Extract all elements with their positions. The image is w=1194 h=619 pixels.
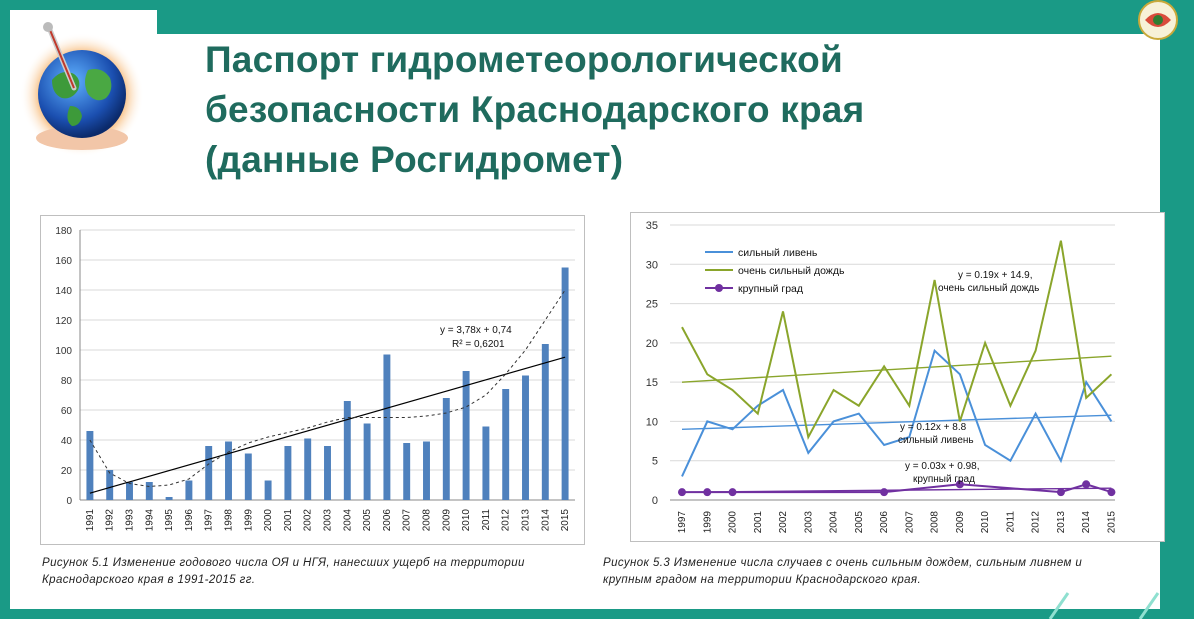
x-tick-label: 2012 xyxy=(1030,511,1042,534)
y-tick-label: 25 xyxy=(645,298,658,311)
hail-point xyxy=(678,488,686,496)
y-tick-label: 120 xyxy=(55,316,72,327)
bar xyxy=(383,355,390,501)
x-tick-label: 2010 xyxy=(980,511,992,534)
bar xyxy=(284,446,291,500)
x-tick-label: 1998 xyxy=(223,509,235,532)
bar xyxy=(324,446,331,500)
hail-point xyxy=(703,488,711,496)
decorative-lines xyxy=(1010,585,1160,619)
y-tick-label: 160 xyxy=(55,256,72,267)
bar xyxy=(482,427,489,501)
logo-box xyxy=(10,10,157,160)
bar xyxy=(106,470,113,500)
x-tick-label: 1994 xyxy=(144,509,156,532)
trend-series-name: крупный град xyxy=(913,474,975,485)
x-tick-label: 2001 xyxy=(282,509,294,532)
chart-2-caption-line-1: Рисунок 5.3 Изменение числа случаев с очень сильным дождем, сильным ливнем и xyxy=(603,557,1083,569)
x-tick-label: 2001 xyxy=(752,511,764,534)
bar xyxy=(403,443,410,500)
x-tick-label: 2006 xyxy=(381,509,393,532)
title-line-3: (данные Росгидромет) xyxy=(205,139,624,180)
y-tick-label: 30 xyxy=(645,259,658,272)
y-tick-label: 10 xyxy=(645,416,658,429)
y-tick-label: 20 xyxy=(645,337,658,350)
chart-1-caption xyxy=(42,555,602,589)
y-tick-label: 40 xyxy=(60,436,72,447)
x-tick-label: 2002 xyxy=(302,509,314,532)
trend-equation: y = 0.03x + 0.98, xyxy=(905,461,980,472)
top-band xyxy=(0,0,1194,34)
right-strip xyxy=(1160,34,1194,619)
x-tick-label: 2013 xyxy=(1055,511,1067,534)
x-tick-label: 1992 xyxy=(104,509,116,532)
bar xyxy=(166,497,173,500)
bar xyxy=(364,424,371,501)
x-tick-label: 2004 xyxy=(342,509,354,532)
trend-equation: y = 3,78x + 0,74 xyxy=(440,325,512,336)
x-tick-label: 2008 xyxy=(929,511,941,534)
bar xyxy=(225,442,232,501)
y-tick-label: 100 xyxy=(55,346,72,357)
x-tick-label: 2013 xyxy=(520,509,532,532)
x-tick-label: 2009 xyxy=(954,511,966,534)
x-tick-label: 1995 xyxy=(164,509,176,532)
trend-equation: y = 0.12x + 8.8 xyxy=(900,422,967,433)
bar xyxy=(126,482,133,500)
emblem-icon xyxy=(1131,0,1185,46)
y-tick-label: 180 xyxy=(55,226,72,237)
y-tick-label: 15 xyxy=(645,377,658,390)
x-tick-label: 2014 xyxy=(1081,511,1093,534)
hail-point xyxy=(1057,488,1065,496)
x-tick-label: 2015 xyxy=(1106,511,1118,534)
x-tick-label: 2000 xyxy=(727,511,739,534)
x-tick-label: 2003 xyxy=(322,509,334,532)
bar-chart xyxy=(40,215,585,545)
chart-2-caption-line-2: крупным градом на территории Краснодарского края. xyxy=(603,574,922,586)
bar xyxy=(205,446,212,500)
bar xyxy=(502,389,509,500)
bar xyxy=(344,401,351,500)
bar xyxy=(522,376,529,501)
y-tick-label: 0 xyxy=(66,496,72,507)
legend-label: сильный ливень xyxy=(738,247,818,259)
chart-1-caption-line-1: Рисунок 5.1 Изменение годового числа ОЯ и НГЯ, нанесших ущерб на территории xyxy=(42,557,525,569)
bar xyxy=(245,454,252,501)
x-tick-label: 1999 xyxy=(702,511,714,534)
x-tick-label: 1991 xyxy=(84,509,96,532)
bar xyxy=(423,442,430,501)
title-line-2: безопасности Краснодарского края xyxy=(205,89,865,130)
x-tick-label: 2000 xyxy=(263,509,275,532)
chart-1-container xyxy=(40,215,585,545)
y-tick-label: 60 xyxy=(60,406,72,417)
x-tick-label: 2004 xyxy=(828,511,840,534)
x-tick-label: 2008 xyxy=(421,509,433,532)
slide-title xyxy=(205,35,1005,185)
x-tick-label: 2010 xyxy=(461,509,473,532)
chart-2-caption xyxy=(603,555,1163,589)
bar xyxy=(562,268,569,501)
x-tick-label: 1999 xyxy=(243,509,255,532)
x-tick-label: 2006 xyxy=(879,511,891,534)
legend-marker xyxy=(715,284,723,292)
line-chart xyxy=(630,212,1165,542)
bar xyxy=(304,439,311,501)
y-tick-label: 80 xyxy=(60,376,72,387)
y-tick-label: 35 xyxy=(645,220,658,232)
x-tick-label: 2002 xyxy=(778,511,790,534)
x-tick-label: 2005 xyxy=(362,509,374,532)
trend-equation: y = 0.19x + 14.9, xyxy=(958,270,1033,281)
bar xyxy=(185,481,192,501)
r-squared: R² = 0,6201 xyxy=(452,339,505,350)
legend-label: очень сильный дождь xyxy=(738,265,845,277)
bar xyxy=(542,344,549,500)
trend-series-name: очень сильный дождь xyxy=(938,283,1040,294)
x-tick-label: 2007 xyxy=(401,509,413,532)
x-tick-label: 2014 xyxy=(540,509,552,532)
x-tick-label: 2011 xyxy=(1005,511,1017,533)
trend-series-name: сильный ливень xyxy=(898,435,974,446)
y-tick-label: 5 xyxy=(651,455,658,468)
x-tick-label: 1997 xyxy=(203,509,215,532)
x-tick-label: 1993 xyxy=(124,509,136,532)
x-tick-label: 2012 xyxy=(500,509,512,532)
x-tick-label: 1997 xyxy=(677,511,688,534)
y-tick-label: 140 xyxy=(55,286,72,297)
bar xyxy=(265,481,272,501)
chart-2-container xyxy=(630,212,1165,542)
x-tick-label: 2005 xyxy=(853,511,865,534)
x-tick-label: 2015 xyxy=(560,509,572,532)
legend-label: крупный град xyxy=(738,283,804,295)
y-tick-label: 0 xyxy=(651,495,658,507)
hail-point xyxy=(729,488,737,496)
hail-point xyxy=(880,488,888,496)
x-tick-label: 2011 xyxy=(480,509,492,531)
title-line-1: Паспорт гидрометеорологической xyxy=(205,39,843,80)
bar xyxy=(146,482,153,500)
bar xyxy=(463,371,470,500)
x-tick-label: 2003 xyxy=(803,511,815,534)
globe-with-thermometer-icon xyxy=(10,10,157,160)
chart-1-caption-line-2: Краснодарского края в 1991-2015 гг. xyxy=(42,574,256,586)
hail-point xyxy=(1082,480,1090,488)
bar xyxy=(86,431,93,500)
x-tick-label: 2009 xyxy=(441,509,453,532)
x-tick-label: 2007 xyxy=(904,511,916,534)
y-tick-label: 20 xyxy=(60,466,72,477)
x-tick-label: 1996 xyxy=(183,509,195,532)
hail-point xyxy=(1107,488,1115,496)
